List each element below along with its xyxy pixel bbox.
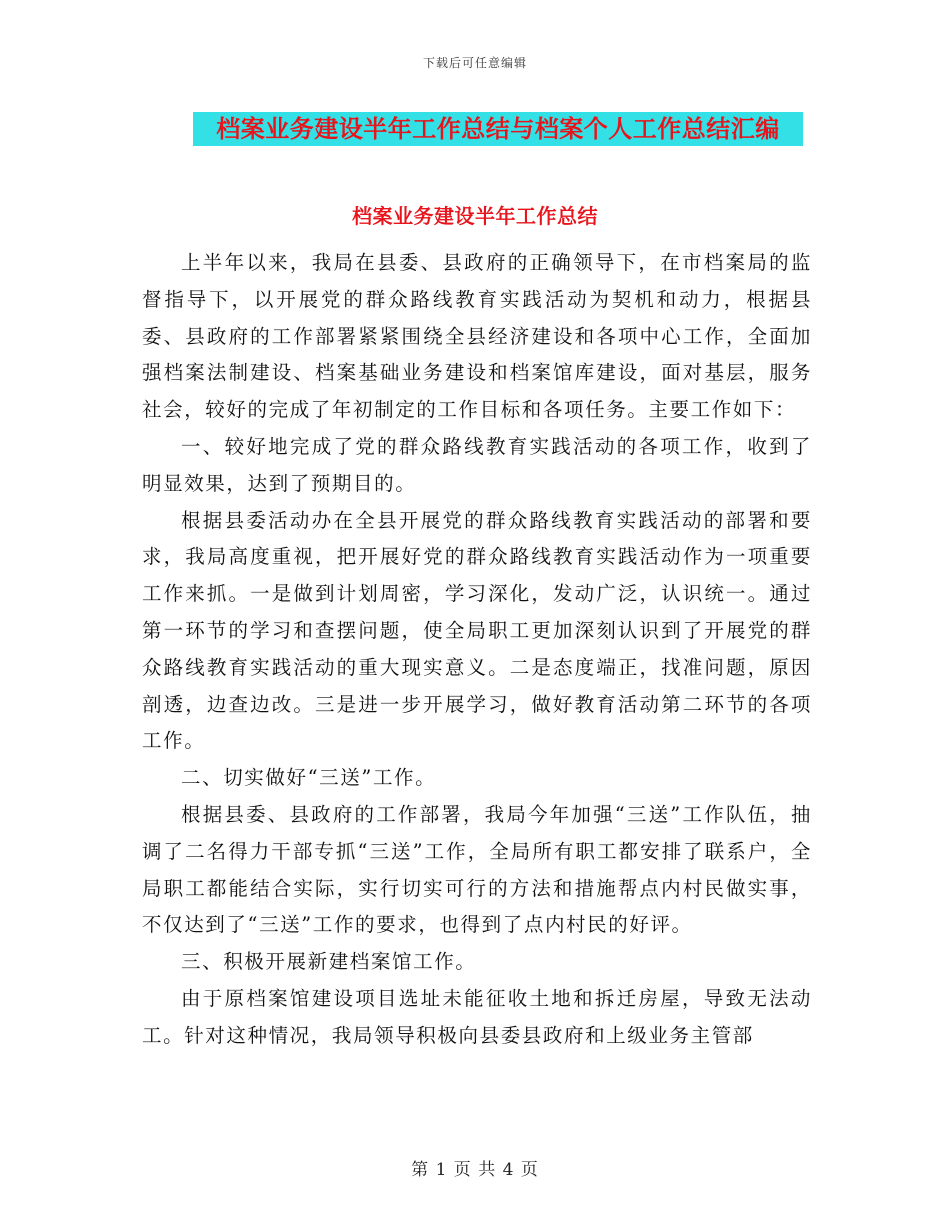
paragraph-heading-2: 二、切实做好“三送”工作。 xyxy=(181,766,437,790)
header-note: 下载后可任意编辑 xyxy=(422,56,527,70)
paragraph-intro: 上半年以来，我局在县委、县政府的正确领导下，在市档案局的监督指导下，以开展党的群众路线教育实践活动为契机和动力，根据县委、县政府的工作部署紧紧围绕全县经济建设和各项中心工作，全面加强档案法制建设、档案基础业务建设和档案馆库建设，面对基层，服务社会，较好的完成了年初制定的工作目标和各项任务。主要工作如下： xyxy=(142,251,812,422)
paragraph-body-3: 由于原档案馆建设项目选址未能征收土地和拆迁房屋，导致无法动工。针对这种情况，我局领导积极向县委县政府和上级业务主管部 xyxy=(142,986,812,1047)
section-title: 档案业务建设半年工作总结 xyxy=(352,204,598,228)
main-title: 档案业务建设半年工作总结与档案个人工作总结汇编 xyxy=(193,112,803,146)
paragraph-heading-3: 三、积极开展新建档案馆工作。 xyxy=(181,950,477,974)
paragraph-body-1: 根据县委活动办在全县开展党的群众路线教育实践活动的部署和要求，我局高度重视，把开展好党的群众路线教育实践活动作为一项重要工作来抓。一是做到计划周密，学习深化，发动广泛，认识统一。通过第一环节的学习和查摆问题，使全局职工更加深刻认识到了开展党的群众路线教育实践活动的重大现实意义。二是态度端正，找准问题，原因剖透，边查边改。三是进一步开展学习，做好教育活动第二环节的各项工作。 xyxy=(142,508,812,753)
paragraph-heading-1: 一、较好地完成了党的群众路线教育实践活动的各项工作，收到了明显效果，达到了预期目的。 xyxy=(142,434,812,495)
paragraph-body-2: 根据县委、县政府的工作部署，我局今年加强“三送”工作队伍，抽调了二名得力干部专抓“三送”工作，全局所有职工都安排了联系户，全局职工都能结合实际，实行切实可行的方法和措施帮点内村民做实事，不仅达到了“三送”工作的要求，也得到了点内村民的好评。 xyxy=(142,802,812,937)
body-text xyxy=(142,245,812,1055)
page-number-footer: 第 1 页 共 4 页 xyxy=(411,1160,539,1180)
